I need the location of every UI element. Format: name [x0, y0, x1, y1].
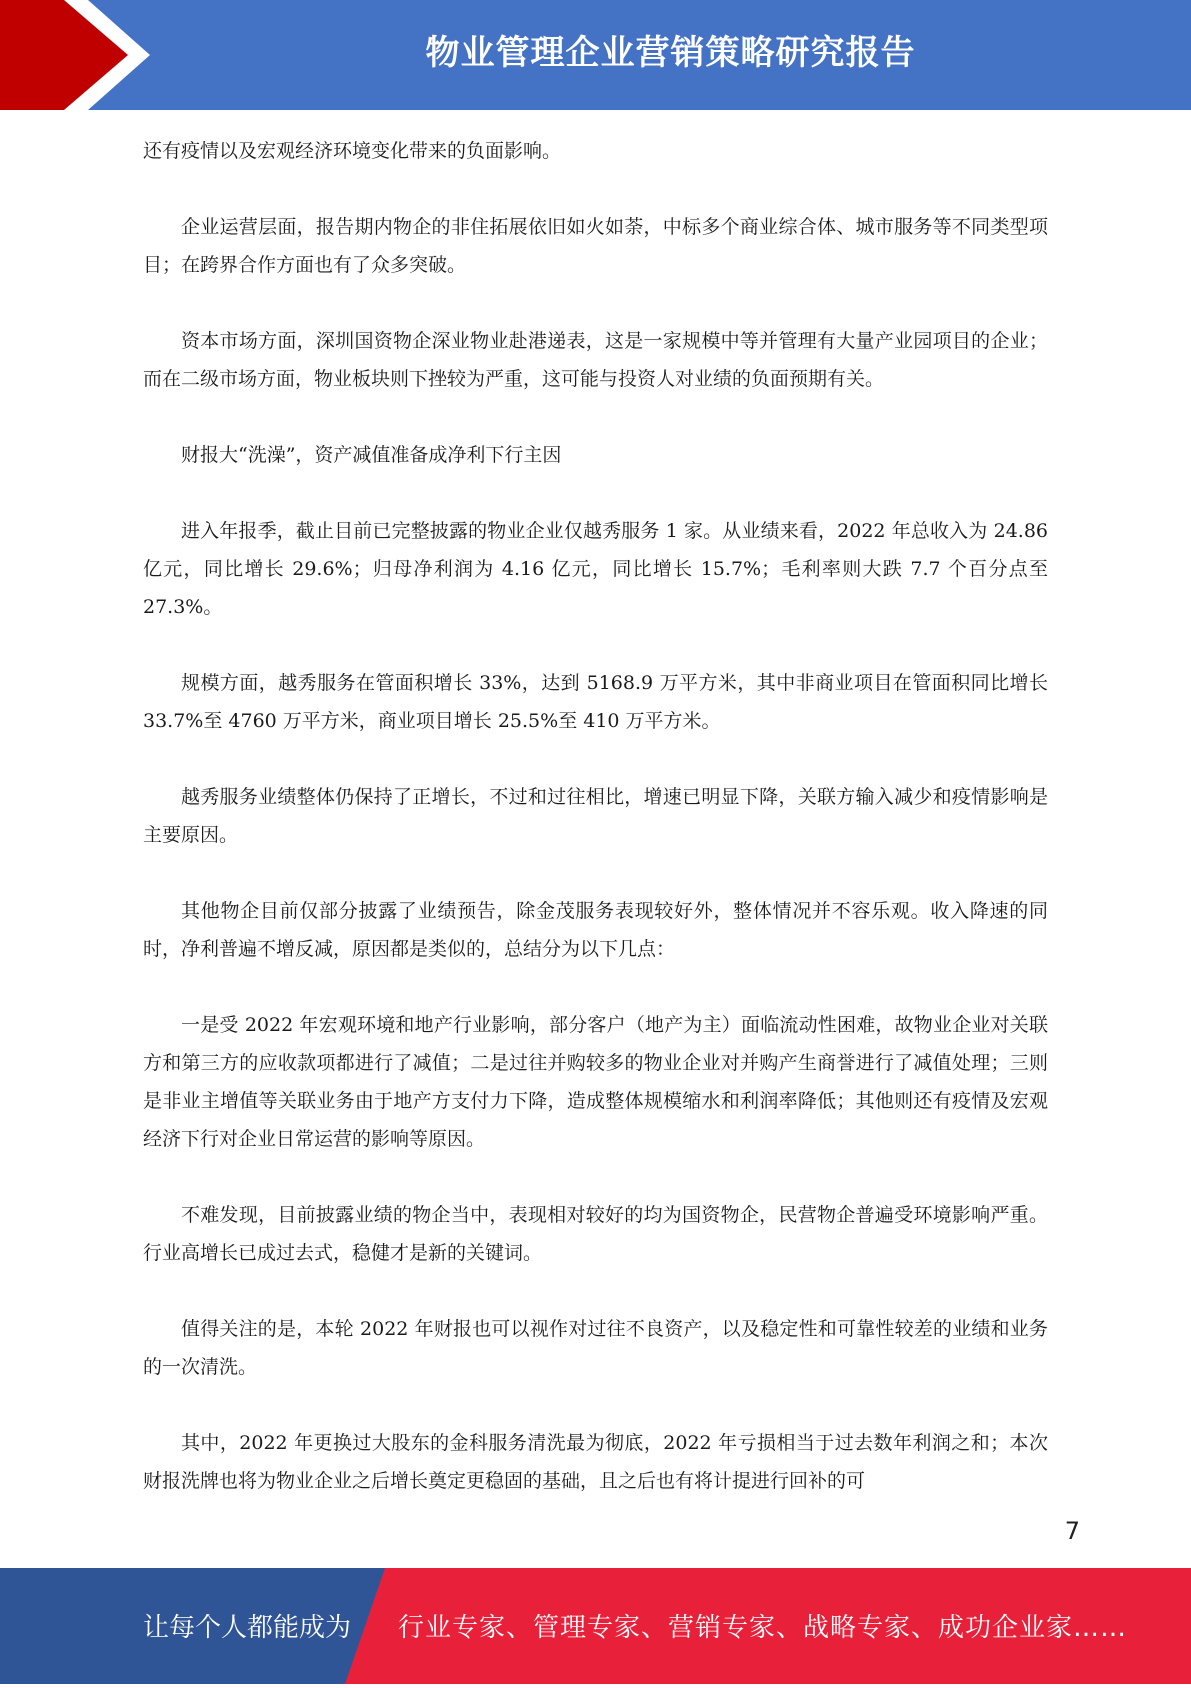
header-arrow-decoration: [0, 0, 160, 110]
body-paragraph: 其中，2022 年更换过大股东的金科服务清洗最为彻底，2022 年亏损相当于过去数年利润之和；本次财报洗牌也将为物业企业之后增长奠定更稳固的基础，且之后也有将计提进行回补的可: [143, 1432, 1048, 1492]
footer-slogan-right: 行业专家、管理专家、营销专家、战略专家、成功企业家……: [398, 1613, 1128, 1643]
page-header: [0, 0, 1191, 110]
body-paragraph: 越秀服务业绩整体仍保持了正增长，不过和过往相比，增速已明显下降，关联方输入减少和疫情影响是主要原因。: [143, 786, 1048, 846]
section-heading: 财报大“洗澡”，资产减值准备成净利下行主因: [181, 444, 562, 466]
document-title: 物业管理企业营销策略研究报告: [425, 33, 916, 73]
document-body: [143, 132, 1048, 1538]
body-paragraph: 不难发现，目前披露业绩的物企当中，表现相对较好的均为国资物企，民营物企普遍受环境影响严重。行业高增长已成过去式，稳健才是新的关键词。: [143, 1204, 1048, 1264]
body-paragraph: 值得关注的是，本轮 2022 年财报也可以视作对过往不良资产，以及稳定性和可靠性较差的业绩和业务的一次清洗。: [143, 1318, 1048, 1378]
body-paragraph: 还有疫情以及宏观经济环境变化带来的负面影响。: [143, 140, 562, 162]
footer-slogan-left: 让每个人都能成为: [143, 1613, 352, 1643]
body-paragraph: 进入年报季，截止目前已完整披露的物业企业仅越秀服务 1 家。从业绩来看，2022 年总收入为 24.86 亿元，同比增长 29.6%；归母净利润为 4.16 亿元，同比增长 15.7%；毛利率则大跌 7.7 个百分点至 27.3%。: [143, 520, 1048, 618]
page-footer: [0, 1568, 1191, 1684]
body-paragraph: 一是受 2022 年宏观环境和地产行业影响，部分客户（地产为主）面临流动性困难，故物业企业对关联方和第三方的应收款项都进行了减值；二是过往并购较多的物业企业对并购产生商誉进行了减值处理；三则是非业主增值等关联业务由于地产方支付力下降，造成整体规模缩水和利润率降低；其他则还有疫情及宏观经济下行对企业日常运营的影响等原因。: [143, 1014, 1048, 1150]
body-paragraph: 其他物企目前仅部分披露了业绩预告，除金茂服务表现较好外，整体情况并不容乐观。收入降速的同时，净利普遍不增反减，原因都是类似的，总结分为以下几点：: [143, 900, 1048, 960]
body-paragraph: 资本市场方面，深圳国资物企深业物业赴港递表，这是一家规模中等并管理有大量产业园项目的企业；而在二级市场方面，物业板块则下挫较为严重，这可能与投资人对业绩的负面预期有关。: [143, 330, 1048, 390]
body-paragraph: 企业运营层面，报告期内物企的非住拓展依旧如火如荼，中标多个商业综合体、城市服务等不同类型项目；在跨界合作方面也有了众多突破。: [143, 216, 1048, 276]
page-number: 7: [1064, 1517, 1080, 1545]
body-paragraph: 规模方面，越秀服务在管面积增长 33%，达到 5168.9 万平方米，其中非商业项目在管面积同比增长 33.7%至 4760 万平方米，商业项目增长 25.5%至 410 万平方米。: [143, 672, 1048, 732]
